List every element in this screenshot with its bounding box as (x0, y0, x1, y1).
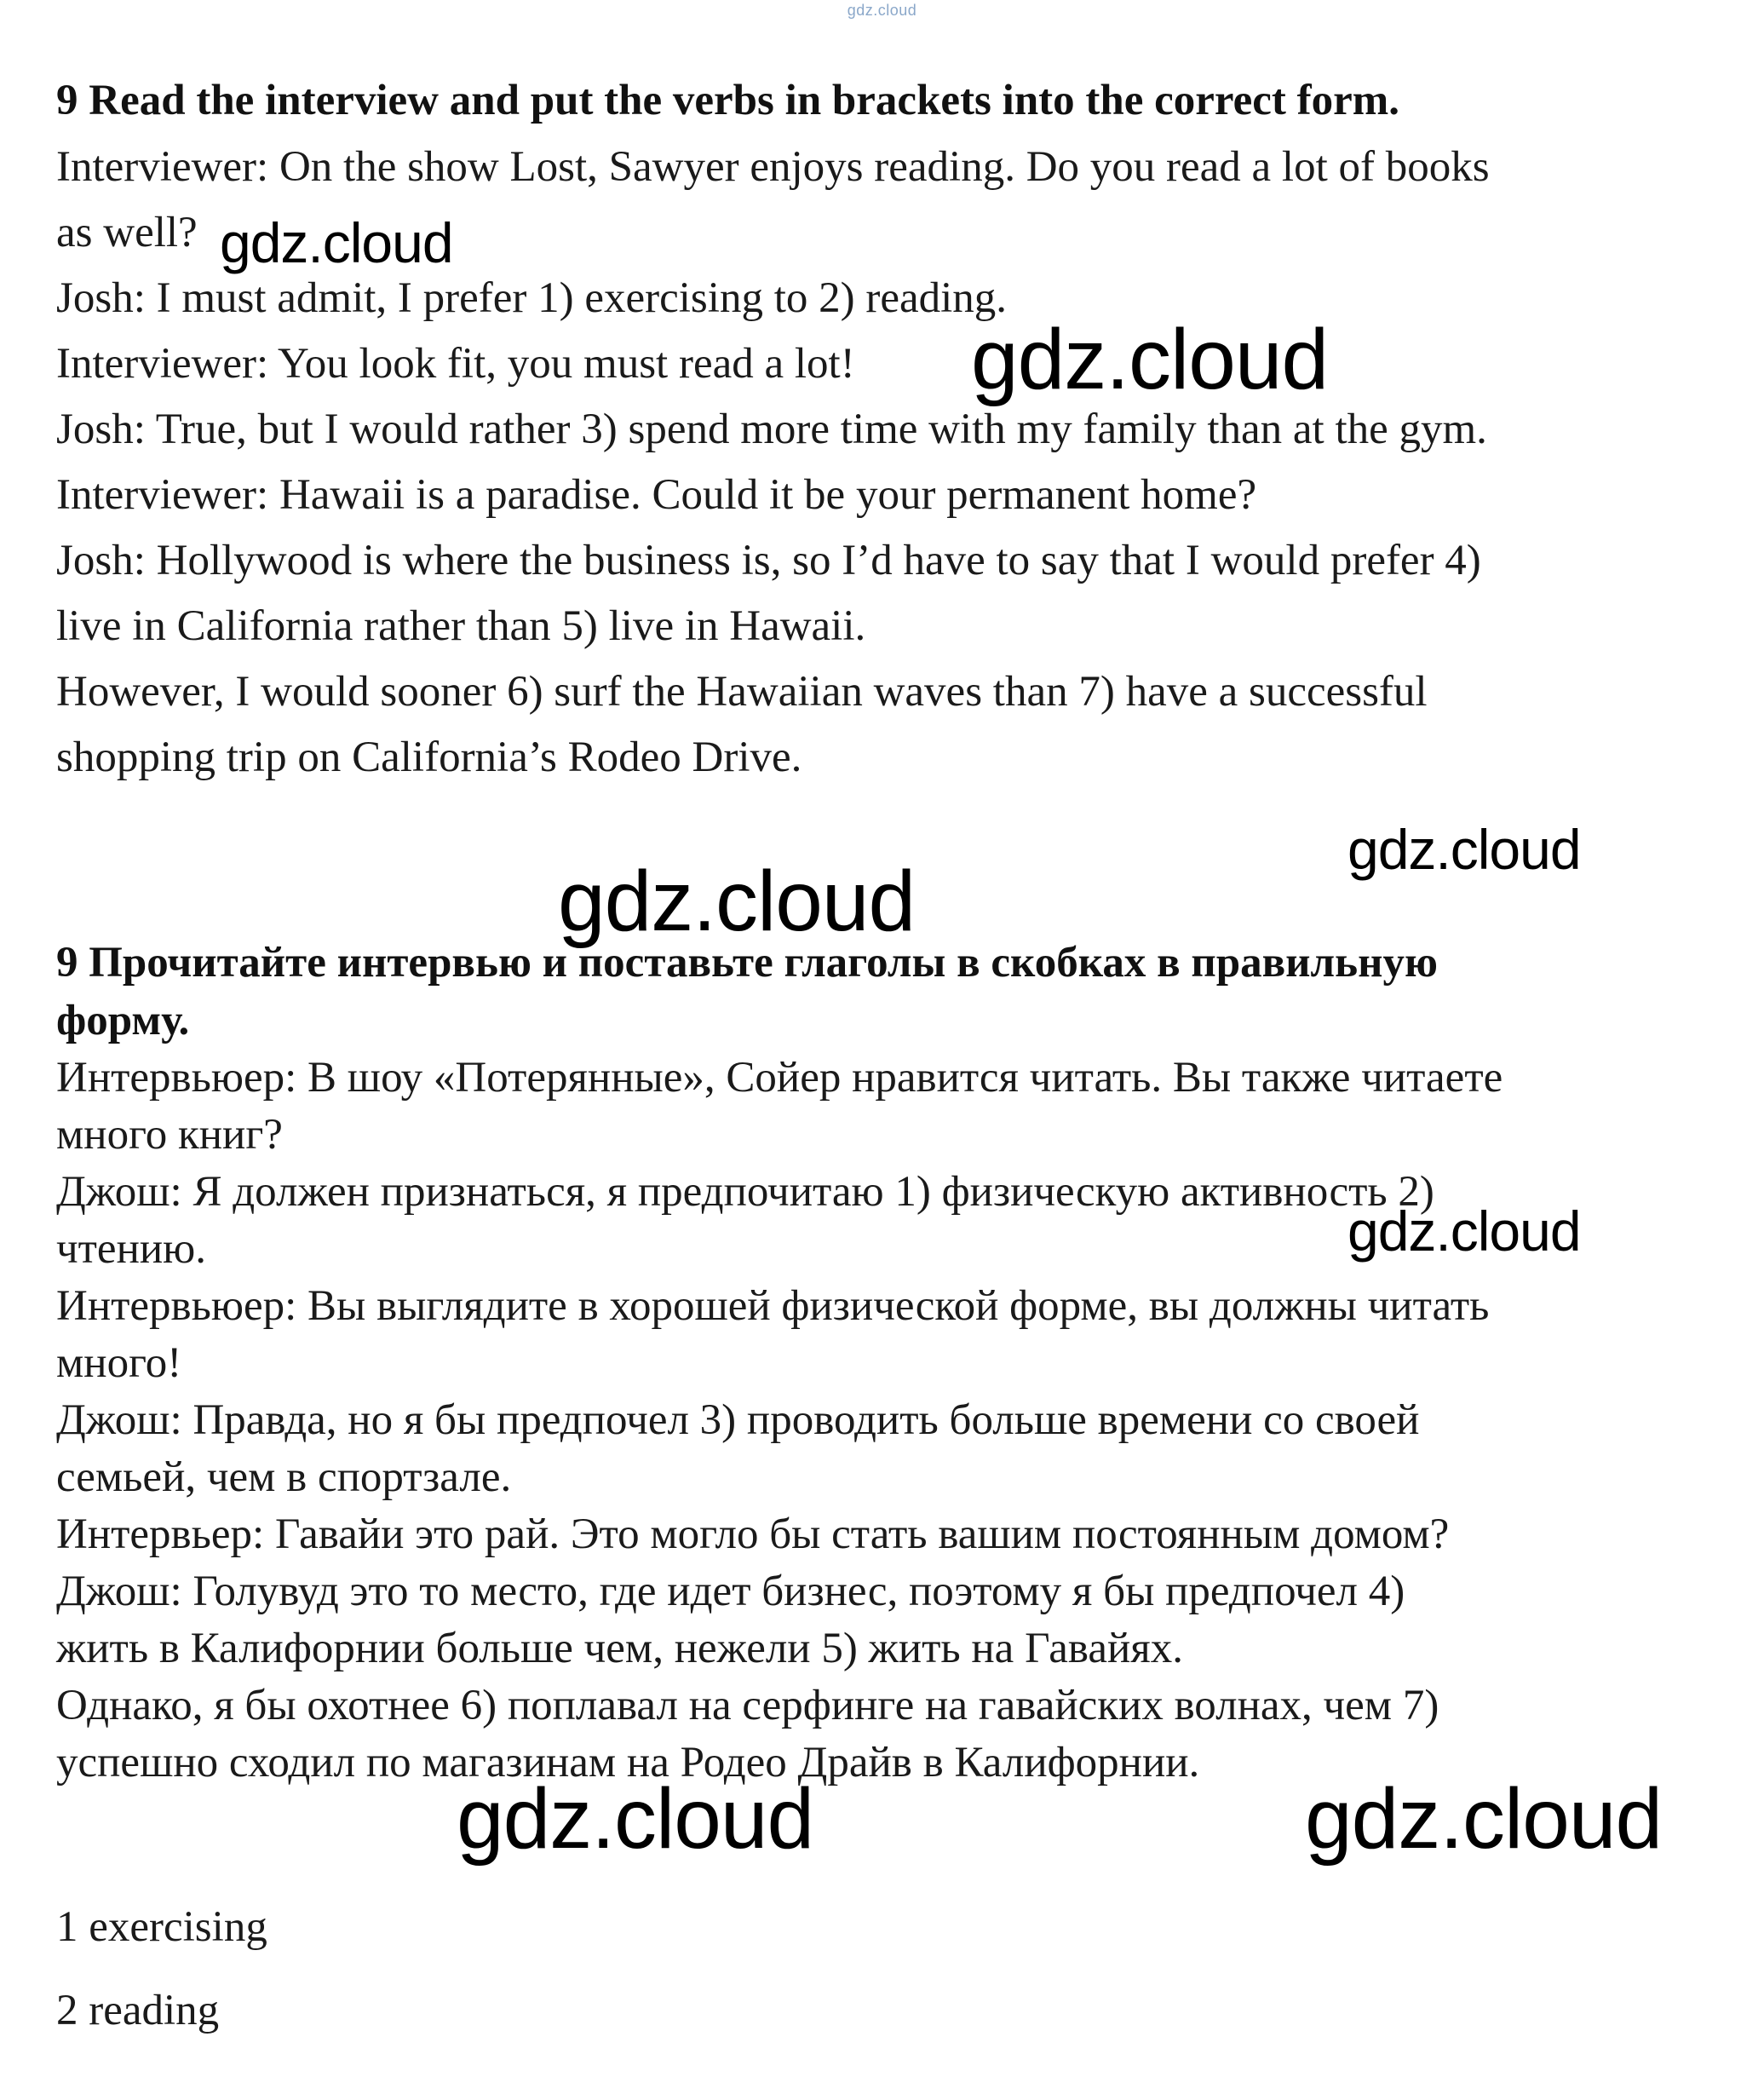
russian-line: успешно сходил по магазинам на Родео Драйв в Калифорнии. (56, 1739, 1200, 1786)
english-line: live in California rather than 5) live in Hawaii. (56, 602, 866, 650)
english-line: Josh: True, but I would rather 3) spend more time with my family than at the gym. (56, 406, 1487, 453)
russian-line: Однако, я бы охотнее 6) поплавал на серфинге на гавайских волнах, чем 7) (56, 1682, 1439, 1729)
russian-line: Интервьюер: В шоу «Потерянные», Сойер нравится читать. Вы также читаете (56, 1054, 1503, 1102)
russian-line: жить в Калифорнии больше чем, нежели 5) жить на Гавайях. (56, 1625, 1183, 1672)
russian-line: Джош: Голувуд это то место, где идет бизнес, поэтому я бы предпочел 4) (56, 1568, 1405, 1615)
english-line: Interviewer: On the show Lost, Sawyer enjoys reading. Do you read a lot of books (56, 143, 1490, 191)
russian-line: Интервьюер: Вы выглядите в хорошей физической форме, вы должны читать (56, 1282, 1490, 1330)
top-site-mark: gdz.cloud (847, 2, 917, 19)
russian-line: Джош: Правда, но я бы предпочел 3) проводить больше времени со своей (56, 1396, 1420, 1444)
english-heading: 9 Read the interview and put the verbs in brackets into the correct form. (56, 77, 1399, 124)
english-line: However, I would sooner 6) surf the Hawaiian waves than 7) have a successful (56, 668, 1428, 716)
watermark: gdz.cloud (220, 211, 453, 274)
russian-heading-continued: форму. (56, 997, 190, 1044)
answer-item: 2 reading (56, 1987, 220, 2034)
watermark: gdz.cloud (971, 312, 1329, 407)
english-line: shopping trip on California’s Rodeo Drive. (56, 734, 802, 781)
russian-heading: 9 Прочитайте интервью и поставьте глаголы в скобках в правильную (56, 939, 1438, 987)
english-line: Interviewer: Hawaii is a paradise. Could it be your permanent home? (56, 471, 1257, 519)
english-line: as well? (56, 209, 198, 256)
watermark: gdz.cloud (1305, 1771, 1663, 1867)
watermark: gdz.cloud (558, 854, 916, 949)
russian-line: семьей, чем в спортзале. (56, 1453, 512, 1501)
watermark: gdz.cloud (1347, 1200, 1581, 1263)
answer-item: 1 exercising (56, 1903, 267, 1951)
watermark: gdz.cloud (457, 1771, 814, 1867)
english-line: Josh: I must admit, I prefer 1) exercising to 2) reading. (56, 274, 1008, 322)
russian-line: много! (56, 1339, 182, 1387)
english-line: Interviewer: You look fit, you must read a lot! (56, 340, 855, 388)
watermark: gdz.cloud (1347, 818, 1581, 881)
russian-line: много книг? (56, 1111, 283, 1159)
russian-line: Джош: Я должен признаться, я предпочитаю 1) физическую активность 2) (56, 1168, 1434, 1216)
russian-line: Интервьер: Гавайи это рай. Это могло бы стать вашим постоянным домом? (56, 1510, 1450, 1558)
english-line: Josh: Hollywood is where the business is, so I’d have to say that I would prefer 4) (56, 537, 1481, 584)
russian-line: чтению. (56, 1225, 207, 1273)
